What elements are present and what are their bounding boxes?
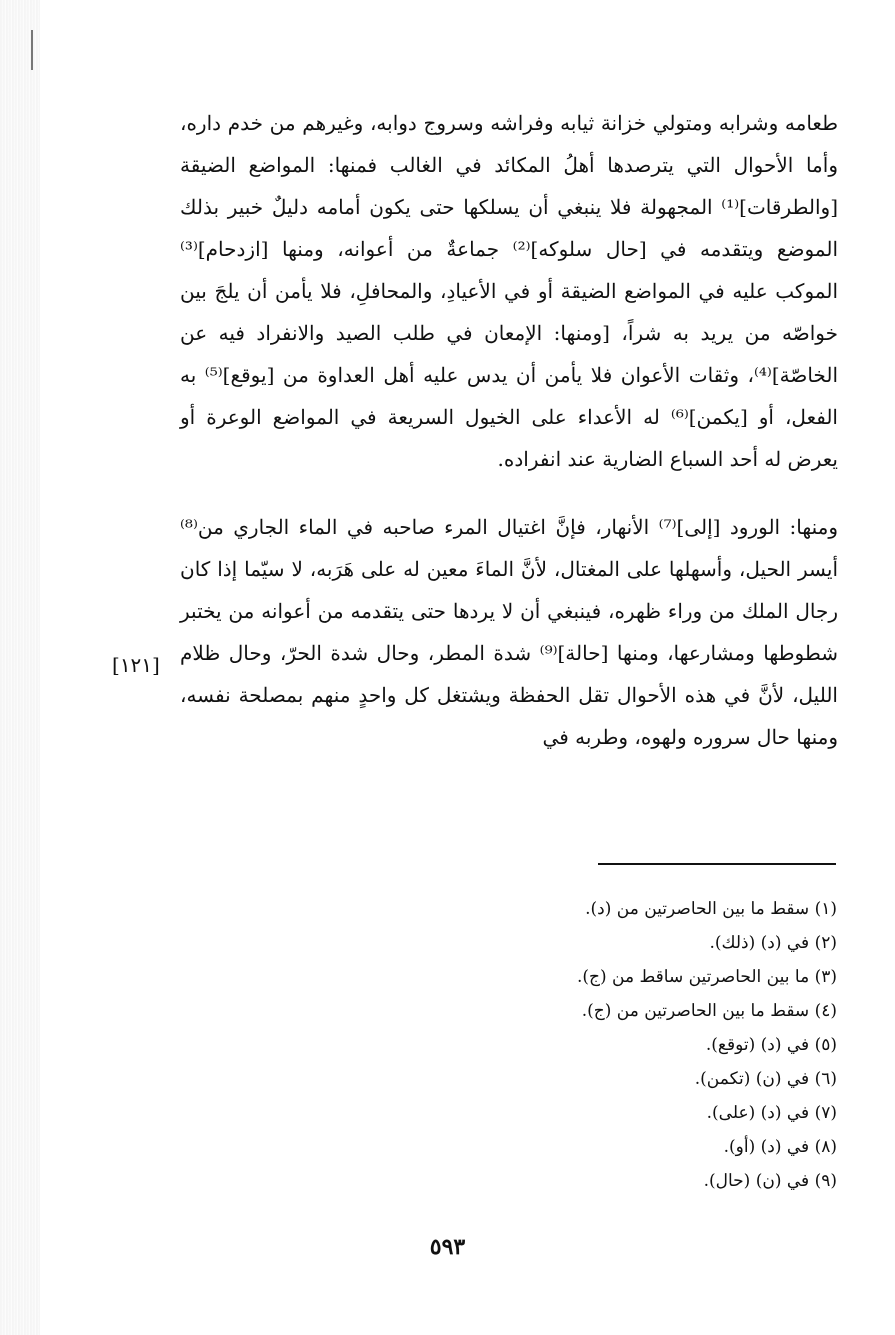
footnote-item: (٣) ما بين الحاصرتين ساقط من (ج). bbox=[577, 967, 837, 987]
footnote-item: (٢) في (د) (ذلك). bbox=[709, 933, 837, 953]
scan-edge-mark bbox=[31, 30, 33, 70]
paragraph: ومنها: الورود [إلى]⁽⁷⁾ الأنهار، فإنَّ اغتيال المرء صاحبه في الماء الجاري من⁽⁸⁾ أيسر الحيل، وأسهلها على المغتال، لأنَّ الماءَ معين له على هَرَبه، لا سيّما إذا كان رجال الملك من وراء ظهره، فينبغي أن لا يردها حتى يتقدمه من أعوانه من يختبر شطوطها ومشارعها، ومنها [حالة]⁽⁹⁾ شدة المطر، وحال شدة الحرّ، وحال ظلام الليل، لأنَّ في هذه الأحوال تقل الحفظة ويشتغل كل واحدٍ منهم بمصلحة نفسه، ومنها حال سروره ولهوه، وطربه في bbox=[180, 515, 838, 749]
footnote-separator bbox=[598, 863, 836, 865]
page-number: ٥٩٣ bbox=[429, 1234, 466, 1260]
main-text bbox=[180, 102, 838, 758]
footnote-item: (٨) في (د) (أو). bbox=[723, 1137, 837, 1157]
footnote-item: (٥) في (د) (توقع). bbox=[705, 1035, 837, 1055]
footnote-item: (٧) في (د) (على). bbox=[706, 1103, 837, 1123]
footnote-item: (٩) في (ن) (حال). bbox=[703, 1171, 837, 1191]
paragraph: طعامه وشرابه ومتولي خزانة ثيابه وفراشه وسروج دوابه، وغيرهم من خدم داره، وأما الأحوال التي يترصدها أهلُ المكائد في الغالب فمنها: المواضع الضيقة [والطرقات]⁽¹⁾ المجهولة فلا ينبغي أن يسلكها حتى يكون أمامه دليلٌ خبير بذلك الموضع ويتقدمه في [حال سلوكه]⁽²⁾ جماعةٌ من أعوانه، ومنها [ازدحام]⁽³⁾ الموكب عليه في المواضع الضيقة أو في الأعيادِ، والمحافلِ، فلا يأمن أن يلجَ بين خواصّه من يريد به شراً، [ومنها: الإمعان في طلب الصيد والانفراد فيه عن الخاصّة]⁽⁴⁾، وثقات الأعوان فلا يأمن أن يدس عليه أهل العداوة من [يوقع]⁽⁵⁾ به الفعل، أو [يكمن]⁽⁶⁾ له الأعداء على الخيول السريعة في المواضع الوعرة أو يعرض له أحد السباع الضارية عند انفراده. bbox=[180, 111, 838, 471]
scan-edge-shadow bbox=[0, 0, 40, 1335]
footnotes-list bbox=[437, 892, 837, 1198]
footnote-item: (٤) سقط ما بين الحاصرتين من (ج). bbox=[581, 1001, 837, 1021]
footnote-item: (٦) في (ن) (تكمن). bbox=[694, 1069, 837, 1089]
margin-page-reference: [١٢١] bbox=[112, 653, 160, 677]
footnote-item: (١) سقط ما بين الحاصرتين من (د). bbox=[585, 899, 837, 919]
